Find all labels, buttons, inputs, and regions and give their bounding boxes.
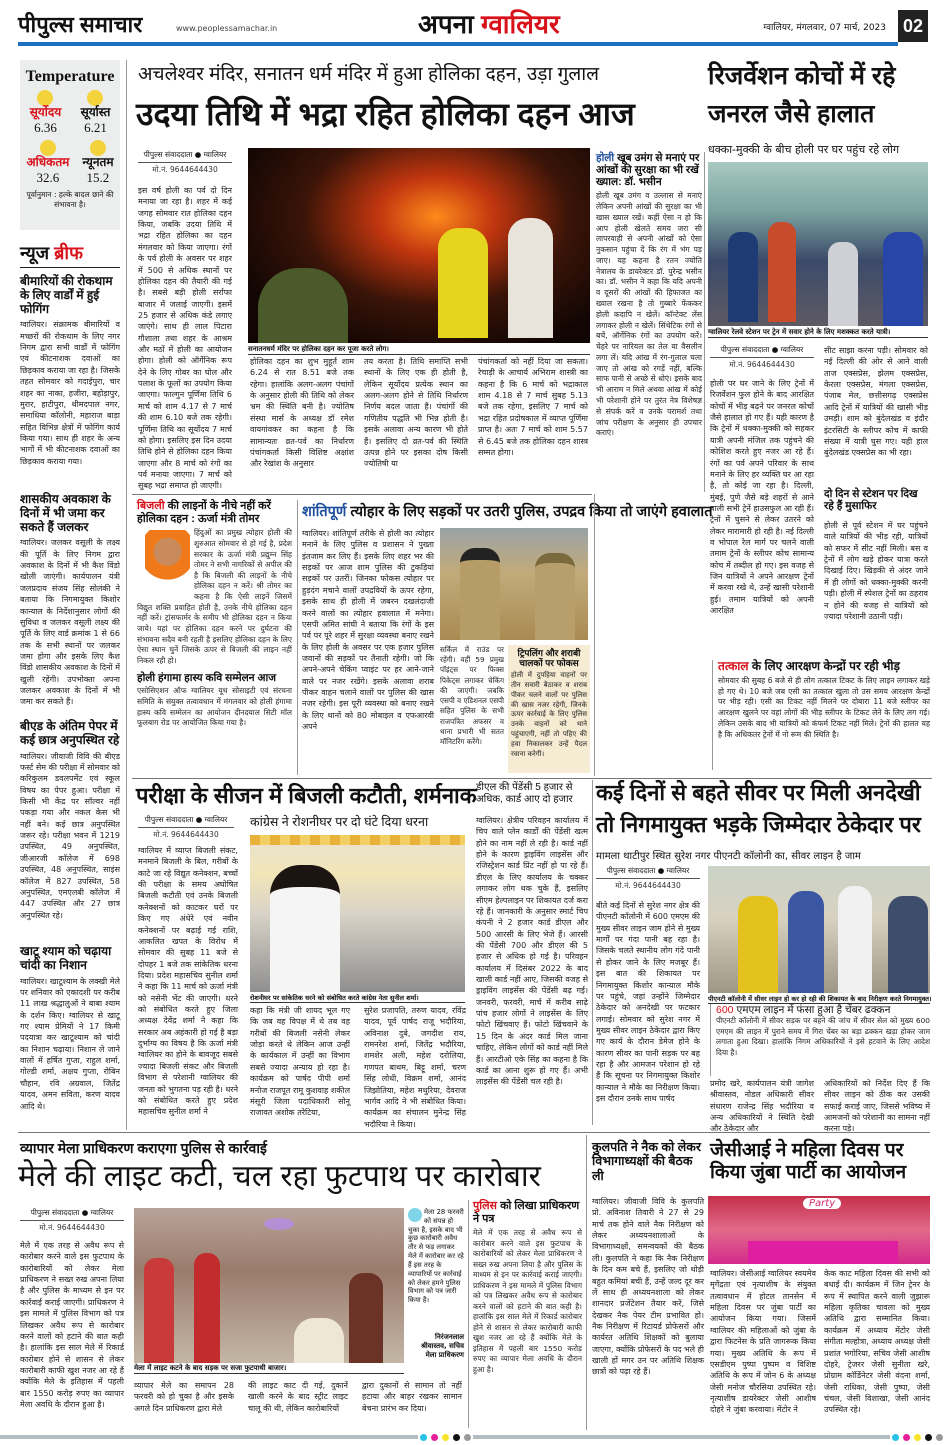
- column-divider: [297, 500, 298, 775]
- dl-headline: डीएल की पेंडेंसी 5 हजार से अधिक, कार्ड आए दो हजार: [476, 782, 573, 805]
- column-divider: [586, 1135, 587, 1430]
- police-headline-accent: शांतिपूर्ण: [302, 504, 347, 520]
- eye-care-headline-accent: होली: [596, 152, 615, 164]
- section-title-a: अपना: [418, 9, 474, 39]
- fair-body-col3: द्वारा दुकानों से सामान तो नहीं हटाया और बाहर रखकर सामान बेचना प्रारंभ कर दिया।: [362, 1381, 462, 1413]
- fair-intro-text: मेले में एक तरह से अवैध रूप से कारोबार करने वाले इस फुटपाथ के कारोबारियों को लेकर मेला प्राधिकरण ने सख्त रुख अपना लिया है और पुलिस के माध्यम से इन पर कार्रवाई कराई जाएगी। प्राधिकरण ने इस मामले में पुलिस विभाग को पत्र लिखकर अवैध रूप से कारोबार करने वालों को हटाने की बात कही है। हालांकि इस साल मेले में रिकार्ड कारोबार होने से शासन से लेकर कारोबारी काफी खुश नजर आ रहे हैं क्योंकि मेले के इतिहास में पहली बार 1550 करोड़ रुपए का व्यापार मेला अवधि के दौरान हुआ है।: [20, 1241, 124, 1410]
- dl-body: ग्वालियर। क्षेत्रीय परिवहन कार्यालय में चिप वाले प्लेन कार्डों की पेंडेंसी खत्म होने का नाम नहीं ले रही है। कार्ड नहीं होने के कारण ड्राइविंग लाइसेंस और रजिस्ट्रेशन कार्ड प्रिंट नहीं हो पा रहे हैं। डीएल के लिए कार्यालय के चक्कर लगाकर लोग थक चुके हैं, इसलिए सीएम हेल्पलाइन पर शिकायत दर्ज करा रहे हैं। जानकारी के अनुसार स्मार्ट चिप कंपनी ने 2 हजार कार्ड डीएल और 500 आरसी के लिए भेजे हैं। आरसी की पेंडेंसी 700 और डीएल की 5 हजार से अधिक हो गई है। परिवहन कार्यालय में दिसंबर 2022 के बाद खाली कार्ड नहीं आए, जिसकी वजह से ड्राइविंग लाइसेंस की पेंडेंसी बढ़ गई। जनवरी, फरवरी, मार्च में करीब साढ़े पांच हजार लोगों ने लाइसेंस के लिए फोटो खिंचवाए हैं। फोटो खिंचवाने के 15 दिन के अंदर कार्ड मिल जाना चाहिए, लेकिन लोगों को कार्ड नहीं मिले हैं। आरटीओ एके सिंह का कहना है कि कार्ड का आना शुरू हो गए हैं। अभी लाइसेंस की पेंडेंसी चल रही है।: [476, 816, 588, 1087]
- column-divider: [126, 60, 127, 1130]
- photo-caption: ग्वालियर रेलवे स्टेशन पर ट्रेन में सवार होने के लिए मशक्कत करते यात्री।: [708, 328, 928, 338]
- fair-kicker: व्यापार मेला प्राधिकरण कराएगा पुलिस से कार्रवाई: [20, 1140, 267, 1156]
- max-temp-label: अधिकतम: [26, 155, 70, 170]
- photo-caption: सनातनधर्म मंदिर पर होलिका दहन कर पूजा करते लोग।: [248, 345, 590, 355]
- sunrise-label: सूर्योदय: [29, 105, 62, 120]
- reporter-mobile: मो.नं. 9644644430: [615, 881, 681, 890]
- railway-crowd-photo: [708, 162, 928, 326]
- column-divider: [594, 494, 595, 776]
- section-title: [418, 10, 560, 40]
- byline: पीपुल्स संवाददाता ● ग्वालियर: [596, 866, 700, 879]
- zumba-party-photo: [708, 1196, 930, 1264]
- reporter-mobile: मो.नं. 9644644430: [729, 360, 795, 369]
- lead-byline-block: [138, 150, 232, 175]
- sewer-byline-block: [596, 866, 700, 891]
- police-march-photo: [440, 528, 588, 640]
- max-temp-icon: [40, 140, 56, 156]
- congress-subheadline: कांग्रेस ने रोशनीघर पर दो घंटे दिया धरना: [250, 815, 429, 829]
- police-headline-text: त्योहार के लिए सड़कों पर उतरी पुलिस, उपद्रव किया तो जाएंगे हवालात: [350, 504, 713, 520]
- quote-icon: [408, 1208, 422, 1222]
- train-subheadline: धक्का-मुक्की के बीच होली पर घर पहुंच रहे लोग: [708, 143, 900, 156]
- power-headline: [137, 500, 292, 525]
- police-body-col1: ग्वालियर। शांतिपूर्ण तरीके से होली का त्योहार मनाने के लिए पुलिस व प्रशासन ने पुख्ता इंतजाम कर लिए हैं। इसके लिए शहर भर की सड़कों पर आज शाम पुलिस की टुकड़ियां सड़कों पर उतरीं। जिनका फोकस त्योहार पर हुड़दंग मचाने वालों उपद्रवियों के ऊपर रहेगा, इसके साथ ही होली में जबरन दखलंदाजी करने वालों का त्योहार हवालात में मनेगा। एसपी अमित सांघी ने बताया कि रंगों के इस पर्व पर पूरे शहर में सुरक्षा व्यवस्था बनाए रखने के लिए होली के अवसर पर एक हजार पुलिस जवानों की सड़कों पर तैनाती रहेगी। जो कि अपने-अपने चेकिंग प्वाइंट पर हर आने-जाने वाले पर नजर रखेंगे। इसके अलावा शराब पीकर वाहन चलाने वालों पर पुलिस की खास नजर रहेगी। इस पूरी व्यवस्था को बनाए रखने के लिए थानों को 80 मोबाइल व एफआरवी अपने: [302, 529, 434, 732]
- chamber-headline-accent: 600: [716, 1004, 734, 1016]
- congress-dharna-photo: [250, 835, 465, 992]
- min-temp-icon: [90, 140, 106, 156]
- congress-byline-block: [138, 815, 234, 840]
- reporter-mobile: मो.नं. 9644644430: [39, 1223, 105, 1232]
- eye-care-headline-text: खूब उमंग से मनाएं पर आंखों की सुरक्षा का भी रखें ख्याल: डॉ. भसीन: [596, 152, 700, 189]
- reporter-mobile: मो.नं. 9644644430: [152, 165, 218, 174]
- brief-body: ग्वालियर। संक्रामक बीमारियों व मच्छरों की रोकथाम के लिए नगर निगम द्वारा सभी वार्डों में फोगिंग एवं कीटनाशक दवाओं का छिड़काव कराया जा रहा है। जिसके तहत सोमवार को गदाईपुरा, चार शहर का नाका, हजीरा, बहोड़ापुर, मुरार, हाटीपुरा, थीमदपाल नगर, समाधिया कॉलोनी, महाराज बाड़ा सहित विभिन्न क्षेत्रों में फोगिंग कार्य किया गया। साथ ही शहर के अन्य भागों में भी कीटनाशक दवाओं का छिड़काव कराया गया।: [20, 320, 120, 466]
- train-headline-1: रिजर्वेशन कोचों में रहे: [708, 62, 896, 90]
- brief-body: ग्वालियर। जलकर वसूली के लक्ष्य की पूर्ति के लिए निगम द्वारा अवकाश के दिनों में भी कैश विंडो खोली जाएंगी। कार्यपालन यंत्री जलप्रदाय संजय सिंह सोलंकी ने बताया कि निगमायुक्त किशोर कान्याल के निर्देशानुसार लोगों की सुविधा व जलकर वसूली लक्ष्य की पूर्ति के लिए वार्ड क्रमांक 1 से 66 तक के सभी स्थानों पर जलकर जमा होगा और इसके लिए कैश विंडो शासकीय अवकाश के दिनों में खुली रहेंगी। उपभोक्ता अपना जलकर अवकाश के दिनों में भी जमा कर सकते हैं।: [20, 538, 120, 707]
- sunset-label: सूर्यास्त: [80, 105, 111, 120]
- police-body-col2: सर्किल में राउंड पर रहेंगी। वहीं 59 प्रमुख पॉइंट्स पर फिक्स पिकेट्स लगाकर चेकिंग की जाएगी। जबकि एसपी व एडिशनल एसपी सहित पुलिस के सभी राजपत्रित अफसर व थाना प्रभारी भी सतत मॉनिटरिंग करेंगे।: [440, 645, 504, 746]
- sewer-headline-2: तो निगमायुक्त भड़के जिम्मेदार ठेकेदार पर: [596, 812, 921, 837]
- row-divider: [132, 778, 932, 779]
- brief-item: [20, 493, 120, 713]
- congress-body-col1: ग्वालियर में व्याप्त बिजली संकट, मनमाने बिजली के बिल, गरीबों के काटे जा रहे विद्युत कनेक्शन, बच्चों की परीक्षा के समय अघोषित बिजली कटौती एवं उनके बिजली कनेक्शनों को काटकर घरों पर किए गए अंधेरे एवं नवीन कनेक्शनों पर बढ़ाई गई राशि, आकलित खपत के विरोध में सोमवार की सुबह 11 बजे से दोपहर 1 बजे तक सांकेतिक धरना दिया। प्रदेश महासचिव सुनील शर्मा ने कहा कि 11 मार्च को ऊर्जा मंत्री को नसेनी भेंट की जाएगी। धरने को संबोधित करते हुए जिला अध्यक्ष देवेंद्र शर्मा ने कहा कि सरकार अब अहंकारी हो गई है बड़ा दुर्भाग्य का विषय है कि ऊर्जा मंत्री ग्वालियर का होने के बावजूद सबसे ज्यादा बिजली संकट और बिजली विभाग से परेशानी ग्वालियर की जनता को भुगतना पड़ रही है। धरने को संबोधित करते हुए प्रदेश महासचिव सुनील शर्मा ने: [138, 846, 239, 1117]
- newspaper-logo: पीपुल्स समाचार: [18, 12, 143, 37]
- max-temp: 32.6: [36, 169, 60, 185]
- congress-body-col2: कहा कि मंत्री जी शायद भूल गए कि जब वह विपक्ष में थे तब वह गरीबों की बिजली नसेनी लेकर जोड़ा करते थे लेकिन आज उन्हीं के कार्यकाल में उन्हीं का विभाग सबसे ज्यादा अन्याय हो रहा है। कार्यक्रम को पार्षद पीपी शर्मा मनोज राजपूत रामू कुशवाह शकील मंसूरी जिला पदाधिकारी सोनू राजावत अशोक तरेटिया,: [250, 1006, 350, 1118]
- tatkal-headline-text: के लिए आरक्षण केन्द्रों पर रही भीड़: [751, 659, 900, 673]
- police-focus-body: होली में दुपहिया वाहनों पर तीन सवारी बैठाकर व शराब पीकर चलने वालों पर पुलिस की खास नजर रहेगी, जिनके ऊपर कार्रवाई के लिए पुलिस उनके वाहनों को थाने पहुंचाएगी, नहीं तो पहिए की हवा निकालकर उन्हें पैदल रवाना करेगी।: [511, 670, 587, 759]
- weather-title: Temperature: [25, 68, 115, 85]
- train-byline-block: [710, 345, 814, 370]
- fair-market-photo: [134, 1208, 404, 1363]
- issue-date: ग्वालियर, मंगलवार, 07 मार्च, 2023: [763, 23, 886, 33]
- eye-care-story: [596, 152, 702, 492]
- lead-kicker: अचलेश्वर मंदिर, सनातन धर्म मंदिर में हुआ होलिका दहन, उड़ा गुलाल: [138, 64, 600, 85]
- row-divider: [18, 1132, 930, 1133]
- print-registration-bar: [0, 1432, 945, 1442]
- min-temp: 15.2: [86, 169, 110, 185]
- photo-caption: रोशनीघर पर सांकेतिक धरने को संबोधित करते कांग्रेस नेता सुनील शर्मा।: [250, 993, 465, 1003]
- brief-headline: खाटू श्याम को चढ़ाया चांदी का निशान: [20, 944, 112, 972]
- byline: पीपुल्स संवाददाता ● ग्वालियर: [138, 150, 232, 163]
- police-letter-body: मेले में एक तरह से अवैध रूप से कारोबार करने वाले इस फुटपाथ के कारोबारियों को लेकर मेला प्राधिकरण ने सख्त रुख अपना लिया है और पुलिस के माध्यम से इन पर कार्रवाई कराई जाएगी। प्राधिकरण ने इस मामले में पुलिस विभाग को पत्र लिखकर अवैध रूप से कारोबार करने वालों को हटाने की बात कही है। हालांकि इस साल मेले में रिकार्ड कारोबार होने से शासन से लेकर कारोबारी काफी खुश नजर आ रहे हैं क्योंकि मेले के इतिहास में पहली बार 1550 करोड़ रुपए का व्यापार मेला अवधि के दौरान हुआ है।: [473, 1228, 582, 1374]
- weather-forecast: पूर्वानुमान : हल्के बादल छाने की संभावना है।: [26, 189, 114, 209]
- brief-headline: शासकीय अवकाश के दिनों में भी जमा कर सकते हैं जलकर: [20, 492, 111, 534]
- sewer-headline-1: कई दिनों से बहते सीवर पर मिली अनदेखी: [596, 780, 921, 805]
- page-number: 02: [898, 10, 928, 42]
- byline: पीपुल्स संवाददाता ● ग्वालियर: [710, 345, 814, 358]
- news-brief-title: [20, 243, 120, 268]
- photo-caption: पीएनटी कॉलोनी में सीवर लाइन हो कर हो रही की शिकायत के बाद निरीक्षण करते निगमायुक्त।: [708, 995, 932, 1003]
- sewer-body-col1: बीते कई दिनों से सुरेश नगर क्षेत्र की पीएनटी कॉलोनी में 600 एमएम की मुख्य सीवर लाइन जाम होने से मुख्य मार्गों पर गंदा पानी बह रहा है। जिसके चलते स्थानीय लोग गंदे पानी से होकर जाने के लिए मजबूर हैं। इस बात की शिकायत पर निगमायुक्त किशोर कान्याल मौके पर पहुंचे, जहां उन्होंने जिम्मेदार ठेकेदार को अनदेखी पर फटकार लगाई। सोमवार को सुरेश नगर में मुख्य सीवर लाइन ठेकेदार द्वारा किए गए कार्य के दौरान डेमेज होने के कारण सीवर का पानी सड़क पर बह रहा है और आमजन परेशान हो रहे हैं कि सूचना पर निगमायुक्त किशोर कान्याल ने मौके का निरीक्षण किया। इस दौरान उनके साथ पार्षद: [596, 901, 700, 1104]
- sewer-inspection-photo: [708, 866, 930, 993]
- tatkal-body: सोमवार की सुबह 6 बजे से ही लोग तत्काल टिकट के लिए लाइन लगाकर खड़े हो गए थे। 10 बजे जब एसी का तत्काल खुला तो उस समय आरक्षण केन्द्रों पर भीड़ रही। एसी का टिकट नहीं मिलने पर दोबारा 11 बजे स्लीपर का आरक्षण खुलने पर वहां लोगों की भीड़ स्लीपर के टिकट लेने के लिए लग गई। लेकिन उसके बाद भी यात्रियों को कंफर्म टिकट नहीं मिले। ट्रेनों की हालत यह है कि अधिकतर ट्रेनों में नो रूम की स्थिति है।: [718, 675, 930, 739]
- jci-body-col1: ग्वालियर। जेसीआई ग्वालियर स्वयमेव मृगेंद्रता एवं नृत्याशीष के संयुक्त तत्वावधान में होटल तानसेन में महिला दिवस पर जुंबा पार्टी का आयोजन किया गया। जिसमें ग्वालियर की महिलाओं को जुंबा के द्वारा फिटनेस के प्रति जागरूक किया गया। मुख्य अतिथि के रूप में एसडीएम पुष्पा पुष्पम व विशिष्ट अतिथि के रूप में जोन 6 के अध्यक्ष जेसी मनोज चौरसिया उपस्थित रहे। नृत्याशीष डायरेक्टर जेसी आशीष दोहरे ने जुंबा करवाया। मेंटोर ने: [710, 1269, 816, 1415]
- brief-item: [20, 945, 120, 1130]
- sunset-time: 6.21: [84, 120, 107, 136]
- fair-byline-block: [20, 1208, 124, 1233]
- eye-care-headline: [596, 152, 702, 188]
- jci-headline: जेसीआई ने महिला दिवस पर किया जुंबा पार्टी का आयोजन: [710, 1140, 907, 1183]
- tatkal-headline-accent: तत्काल: [718, 659, 749, 673]
- news-brief-title-b: ब्रीफ: [54, 243, 83, 263]
- sewer-subheadline: मामला थाटीपुर स्थित सुरेश नगर पीएनटी कॉलोनी का, सीवर लाइन है जाम: [596, 851, 861, 862]
- holika-dahan-photo: [248, 148, 590, 343]
- sewer-body-col3: अधिकारियों को निर्देश दिए हैं कि सीवर लाइन को ठीक कर उसकी सफाई कराई जाए, जिससे भविष्य में आमजनों को परेशानी का सामना नहीं करना पड़े।: [824, 1079, 930, 1134]
- brief-headline: बीमारियों की रोकथाम के लिए वार्डों में हुई फोगिंग: [20, 274, 113, 316]
- fair-headline: मेले की लाइट कटी, चल रहा फुटपाथ पर कारोबार: [18, 1160, 541, 1193]
- kavi-sammelan-body: एसोसिएशन ऑफ ग्वालियर यूथ सोसाइटी एवं संरचना समिति के संयुक्त तत्वावधान में मंगलवार को होली हंगामा हास्य कवि सम्मेलन का आयोजन दीनदयाल सिटी मॉल फूलबाग रोड पर आयोजित किया गया है।: [137, 686, 292, 728]
- train-headline-2: जनरल जैसे हालात: [708, 100, 875, 128]
- brief-item: [20, 275, 120, 485]
- chamber-headline: [716, 1004, 930, 1016]
- fair-quote: मेला 28 फरवरी को संपन्न हो चुका है, इसके बाद भी कुछ कारोबारी अवैध तौर से फड़ लगाकर मेले में कारोबार कर रहे हैं इस तरह के व्यापारियों पर कार्रवाई को लेकर हमने पुलिस विभाग को पत्र जारी किया है।: [408, 1208, 464, 1305]
- fair-body-col2: की लाइट काट दी गई, दुकानें खाली करने के बाद स्ट्रीट लाइट चालू की थी, लेकिन कारोबारियों: [248, 1381, 348, 1413]
- station-body: होली से पूर्व स्टेशन में घर पहुंचने वाले यात्रियों की भीड़ रही, यात्रियों को सफर में सीट नहीं मिली। बस व ट्रेनों में लोग खड़े होकर यात्रा करते दिखाई दिए। खिड़की से अंदर जाने में ही लोगों को धक्का-मुक्की करनी पड़ी। होली में स्पेशल ट्रेनों का ठहराव न होने की वजह से यात्रियों को ज्यादा परेशानी उठानी पड़ी।: [824, 521, 928, 621]
- sunrise-time: 6.36: [34, 120, 57, 136]
- minister-photo: [145, 530, 190, 592]
- byline: पीपुल्स संवाददाता ● ग्वालियर: [138, 815, 234, 828]
- chamber-body: पीएनटी कॉलोनी में सीवर सड़क पर बहने की जांच में सीवर सेल को मुख्य 600 एमएम की लाइन में पुराने समय में गिरा चेंबर का बड़ा ढक्कन खड़ा होकर जाम लगाता हुआ दिखा। हालांकि निगम अधिकारियों ने इसे हटवाने के लिए आदेश दिया है।: [716, 1016, 930, 1057]
- tatkal-box: [712, 660, 930, 770]
- byline: पीपुल्स संवाददाता ● ग्वालियर: [20, 1208, 124, 1221]
- power-headline-text: की लाइनों के नीचे नहीं करें होलिका दहन : ऊर्जा मंत्री तोमर: [137, 500, 272, 525]
- lead-body-col4: पंचांगकर्ता को नहीं दिया जा सकता। रेचाड़ी के आचार्य अभिराम शास्त्री का कहना है कि 6 मार्च को भद्राकाल शाम 4.18 से 7 मार्च सुबह 5.13 बजे तक रहेगा, इसलिए 7 मार्च को भद्रा रहित प्रदोषकाल में व्याप्त पूर्णिमा प्राप्त है। अतः 7 मार्च को शाम 5.57 से 6.45 बजे तक होलिका दहन शास्त्र सम्मत होगा।: [478, 357, 588, 457]
- sewer-body-col2: प्रमोद खरे, कार्यपालन यंत्री जागेश श्रीवास्तव, नोडल अधिकारी सीवर संधारण राजेन्द्र सिंह भदौरिया व अन्य अधिकारियों ने स्थिति देखी और ठेकेदार और: [710, 1079, 814, 1134]
- naac-body: ग्वालियर। जीवाजी विवि के कुलपति प्रो. अविनाश तिवारी ने 27 से 29 मार्च तक होने वाले नैक निरीक्षण को लेकर अध्ययनशालाओं के विभागाध्यक्षों, समन्वयकों की बैठक ली। कुलपति ने कहा कि नैक निरीक्षण के दिन कम बचे हैं, इसलिए जो थोड़ी बहुत कमियां बची हैं, उन्हें जल्द दूर कर लें साथ ही अध्ययनशाला को लेकर शानदार प्रजेंटेशन तैयार करें, जिसे देखकर नैक पेयर टीम प्रभावित हो। नैक निरीक्षण में रिटायर्ड प्रोफेसरों और कार्यरत अतिथि शिक्षकों को बुलाया जाएगा, क्योंकि प्रोफेसरों के पद भले ही खाली हों मगर उन पर अतिथि शिक्षक छात्रों को पढ़ा रहे हैं।: [592, 1197, 704, 1377]
- brief-item: [20, 720, 120, 935]
- column-divider: [592, 780, 593, 1125]
- brief-body: ग्वालियर। खाटूश्याम के लक्खी मेले पर शनिवार को एकादशी पर करीब 11 लाख श्रद्धालुओं ने बाबा श्याम के दर्शन किए। ग्वालियर से खाटू गए श्याम प्रेमियों ने 17 किमी पदयात्रा कर खाटूश्याम को चांदी का निशान चढ़ाया। निशान ले जाने वालों में हर्षित गुप्ता, राहुल शर्मा, गोल्डी शर्मा, अक्षय गुप्ता, रोबिन चौहान, रवि अग्रवाल, जितेंद्र यादव, अमन सविता, करण यादव आदि थे।: [20, 976, 120, 1111]
- weather-box: [20, 60, 120, 230]
- power-story: [137, 500, 292, 775]
- lead-body-col1: इस वर्ष होली का पर्व दो दिन मनाया जा रहा है। शहर में कई जगह सोमवार रात होलिका दहन किया, जबकि उदया तिथि में भद्रा रहित होलिका का दहन मंगलवार को किया जाएगा। रंगों के पर्व होली के अवसर पर शहर में 500 से अधिक स्थानों पर होलिका दहन की तैयारी की गई है। सबसे बड़ी होली सर्राफा बाजार में जलाई जाएगी। इसमें 25 हजार से अधिक कंडे लगाए जाएंगे। साथ ही लाल पिटारा गौशाला तथा शहर के आश्रम और मठों में होली का आयोजन होगा। होली को ऑर्गेनिक रूप देने के लिए गोबर का घोल और पलाश के फूलों का उपयोग किया जाएगा। फाल्गुन पूर्णिमा तिथि 6 मार्च को शाम 4.17 से 7 मार्च की शाम 6.10 बजे तक रहेगी। पूर्णिमा तिथि का सूर्योदय 7 मार्च को होगा। इसलिए इस दिन उदया तिथि होने से होलिका दहन किया जाएगा और 8 मार्च को रंगों का पर्व मनाया जाएगा। 7 मार्च को सुबह भद्रा समाप्त हो जाएगी।: [138, 186, 232, 491]
- photo-caption: मेला में लाइट कटने के बाद सड़क पर सजा फुटपाथी बाजार।: [134, 1364, 404, 1374]
- kavi-sammelan-headline: होली हंगामा हास्य कवि सम्मेलन आज: [137, 672, 277, 685]
- column-divider: [704, 152, 705, 492]
- lead-body-col2: होलिका दहन का शुभ मुहूर्त शाम 6.24 से रात 8.51 बजे तक रहेगा। हालांकि अलग-अलग पंचांगों के अनुसार होली की तिथि को लेकर भ्रम की स्थिति बनी है। ज्योतिष संस्था मार्स के अध्यक्ष डॉ रमेश वायगांवकर का कहना है कि सामान्यतः व्रत-पर्व का निर्धारण पंचांगकर्ता किसी विशिष्ट अक्षांश और रेखांश के अनुसार: [250, 357, 354, 469]
- section-title-b: ग्वालियर: [481, 9, 560, 39]
- row-divider: [132, 494, 592, 495]
- brief-headline: बीएड के अंतिम पेपर में कई छात्र अनुपस्थित रहे: [20, 719, 120, 747]
- party-banner: Party: [803, 1198, 841, 1209]
- jci-body-col2: केक काट महिला दिवस की सभी को बधाई दी। कार्यक्रम में जिन ट्रेनर के रूप में स्थापित करने वाली जुझारू महिला कृतिका चावला को मुख्य अतिथि द्वारा सम्मानित किया। कार्यक्रम में अध्याय मेंटोर जेसी संगीता मल्होत्रा, अध्याय अध्यक्ष जेसी प्रशांत भगोरिया, सचिव जेसी आशीष दोहरे, ट्रेजरर जेसी सुनीता खरे, प्रोग्राम कॉर्डिनेटर जेसी वंदना शर्मा, जेसी राधिका, जेसी पुष्पा, जेसी चंचल, जेसी विशाखा, जेसी आनंद उपस्थित रहे।: [824, 1269, 930, 1415]
- min-temp-label: न्यूनतम: [82, 155, 114, 170]
- chamber-box: [710, 1004, 930, 1076]
- congress-body-col3: सुरेश प्रजापति, तरुण यादव, रविंद्र यादव, पूर्व पार्षद राजू भदौरिया, अविनाश दुबे, जगदीश राय, रामनरेश शर्मा, जितेंद्र भदौरिया, शमशेर अली, महेश दरोलिया, गणपत बाथम, बिट्टू शर्मा, चरण सिंह लोधी, विक्रम शर्मा, आनंद जिझोतिया, महेश मथुरिया, देवराज भार्गव आदि ने भी संबोधित किया। कार्यक्रम का संचालन मुनेन्द्र सिंह भदौरिया ने किया।: [364, 1006, 466, 1129]
- police-letter-headline: [473, 1200, 582, 1225]
- power-headline-accent: बिजली: [137, 500, 165, 512]
- brief-body: ग्वालियर। जीवाजी विवि की बीएड फर्स्ट सेम की परीक्षा में सोमवार को करिकुलम डवलपमेंट एवं स्कूल विषय का पेपर हुआ। परीक्षा में किसी भी केंद्र पर सॉल्वर नहीं पकड़ा गया और नकल केस भी नहीं बने। कई छात्र अनुपस्थित जरूर रहे। परीक्षा भवन में 1219 उपस्थित, 49 अनुपस्थित, जीआरजी कॉलेज में 698 उपस्थित, 48 अनुपस्थित, साइंस कॉलेज में 827 उपस्थित, 58 अनुपस्थित, एमएलबी कॉलेज में 447 उपस्थित और 27 छात्र अनुपस्थित रहे।: [20, 751, 120, 920]
- power-body: हिंदुओं का प्रमुख त्योहार होली की शुरुआत सोमवार से हो गई है, प्रदेश सरकार के ऊर्जा मंत्री प्रद्युम्न सिंह तोमर ने सभी नागरिकों से अपील की है कि बिजली की लाइनों के नीचे होलिका दहन न करें। श्री तोमर का कहना है कि ऐसी लाइनें जिसमें विद्युत शक्ति प्रवाहित होती है, उनके नीचे होलिका दहन नहीं करें। ट्रांसफार्मर के समीप भी होलिका दहन न किया जाये। यहां पर होलिका दहन करने पर दुर्घटना की संभावना सदैव बनी रहती है इसलिए होलिका दहन के लिए ऐसा स्थान चुनें जिसके ऊपर से बिजली की लाइन नहीं निकल रही हो।: [137, 528, 292, 665]
- lead-body-col3: तय करता है। तिथि समाप्ति सभी स्थानों के लिए एक ही होती है, लेकिन सूर्योदय प्रत्येक स्थान का अलग-अलग होने से तिथि निर्धारण निर्णय बदल जाता है। पंचांगों की गणितीय पद्धति भी भिन्न होती है। इसके अलावा अन्य कारण भी होते हैं। इसलिए दो व्रत-पर्व की स्थिति उत्पन्न होने पर इसका दोष किसी ज्योतिषी या: [364, 357, 468, 469]
- police-headline: [302, 504, 712, 521]
- police-letter-box: [468, 1200, 582, 1428]
- police-focus-headline: ट्रिपलिंग और शराबी चालकों पर फोकस: [517, 648, 581, 669]
- fair-quote-attribution: निरंजनलाल श्रीवास्तव, सचिव मेला प्राधिकरण: [420, 1333, 464, 1359]
- website-url[interactable]: www.peoplessamachar.in: [176, 24, 278, 33]
- lead-headline: उदया तिथि में भद्रा रहित होलिका दहन आज: [136, 96, 635, 132]
- masthead: [18, 10, 928, 44]
- header-rule: [18, 42, 898, 46]
- sunrise-icon: [37, 90, 53, 106]
- train-body-col1: होली पर घर जाने के लिए ट्रेनों में रिजर्वेशन फुल होने के बाद आरक्षित कोचों में भीड़ बढ़ने पर जनरल कोचों जैसे हालात हो गए हैं। यही कारण है कि ट्रेनों में धक्का-मुक्की को सहकर यात्री अपनी मंजिल तक पहुंचने की कोशिश करते हुए नजर आ रहे हैं। रंगों का पर्व अपने परिवार के साथ मनाने के लिए हर व्यक्ति घर आ रहा है, तो कोई जा रहा है। दिल्ली, मुंबई, पुणे जैसे बड़े शहरों से आने वाली सभी ट्रेनें हाउसफुल आ रही हैं। ट्रेनों में घुसने से लेकर उतरने को लेकर मारामारी हो रही है। नई दिल्ली व भोपाल रेल मार्ग पर चलने वाली तमाम ट्रेनों के स्लीपर कोच सामान्य कोच में तब्दील हो गए। इस वजह से जिन यात्रियों ने अपने आरक्षण ट्रेनों में करवा रखे थे, उन्हें खासी परेशानी हुई। तमाम यात्रियों को अपनी आरक्षित: [710, 379, 814, 616]
- news-brief-title-a: न्यूज: [20, 243, 50, 263]
- sunset-icon: [87, 90, 103, 106]
- naac-headline: कुलपति ने नैक को लेकर विभागाध्यक्षों की बैठक ली: [592, 1140, 701, 1183]
- police-focus-box: [508, 645, 590, 773]
- train-body-col2: सीट साझा करना पड़ी। सोमवार को नई दिल्ली की ओर से आने वाली ताज एक्सप्रेस, झेलम एक्सप्रेस, केरला एक्सप्रेस, मंगला एक्सप्रेस, पंजाब मेल, छत्तीसगढ़ एक्सप्रेस आदि ट्रेनों में यात्रियों की खासी भीड़ उमड़ी। शाम को बुंदेलखंड व इंदौर इंटरसिटी के स्लीपर कोच में काफी संख्या में यात्री घुस गए। यही हाल बुंदेलखंड एक्सप्रेस का भी रहा।: [824, 346, 928, 458]
- tatkal-headline: [718, 660, 930, 674]
- police-letter-headline-text: को लिखा प्राधिकरण ने पत्र: [473, 1200, 580, 1225]
- station-headline: दो दिन से स्टेशन पर दिख रहे हैं मुसाफिर: [824, 488, 918, 513]
- chamber-headline-text: एमएम लाइन में फंसा हुआ है चेंबर ढक्कन: [736, 1004, 891, 1016]
- fair-intro: [20, 1240, 124, 1426]
- fair-body-col1: व्यापार मेले का समापन 28 फरवरी को हो चुका है और इसके अगले दिन प्राधिकरण द्वारा मेले: [134, 1381, 234, 1413]
- fair-quote-box: [408, 1208, 464, 1378]
- congress-headline: परीक्षा के सीजन में बिजली कटौती, शर्मनाक: [136, 783, 477, 808]
- eye-care-body: होली खूब उमंग व उल्लास से मनाएं लेकिन अपनी आंखों की सुरक्षा का भी खास ख्याल रखें। कहीं ऐसा न हो कि आप होली खेलते समय जरा सी लापरवाही से अपनी आंखों को ऐसा नुकसान पहुंचा दें कि रंग में भंग पड़ जाए। यह कहना है रतन ज्योति नेत्रालय के डायरेक्टर डॉ. पुरेन्द्र भसीन का। डॉ. भसीन ने कहा कि यदि अपनी व दूसरों की आंखों की हिफाजत का ख्याल रखना है तो गुब्बारे फेंककर होली कदापि न खेलें। कॉन्टेक्ट लेंस लगाकर होली न खेलें। सिंथेटिक रंगों से बचें, ऑर्गेनिक रंगों का उपयोग करें। चेहरे पर नारियल का तेल या वैसलीन लगा लें। यदि आंख में रंग-गुलाल चला जाए तो आंख को रगड़ें नहीं, बल्कि साफ पानी से अच्छे से धोएं। इसके बाद भी आराम न मिले अथवा आंख में कोई भी परेशानी होने पर तुरंत नेत्र विशेषज्ञ से संपर्क करें व उनके परामर्श तथा जांच परीक्षण के अनुसार ही उपचार कराएं।: [596, 191, 702, 438]
- reporter-mobile: मो.नं. 9644644430: [153, 830, 219, 839]
- police-letter-headline-accent: पुलिस: [473, 1200, 497, 1212]
